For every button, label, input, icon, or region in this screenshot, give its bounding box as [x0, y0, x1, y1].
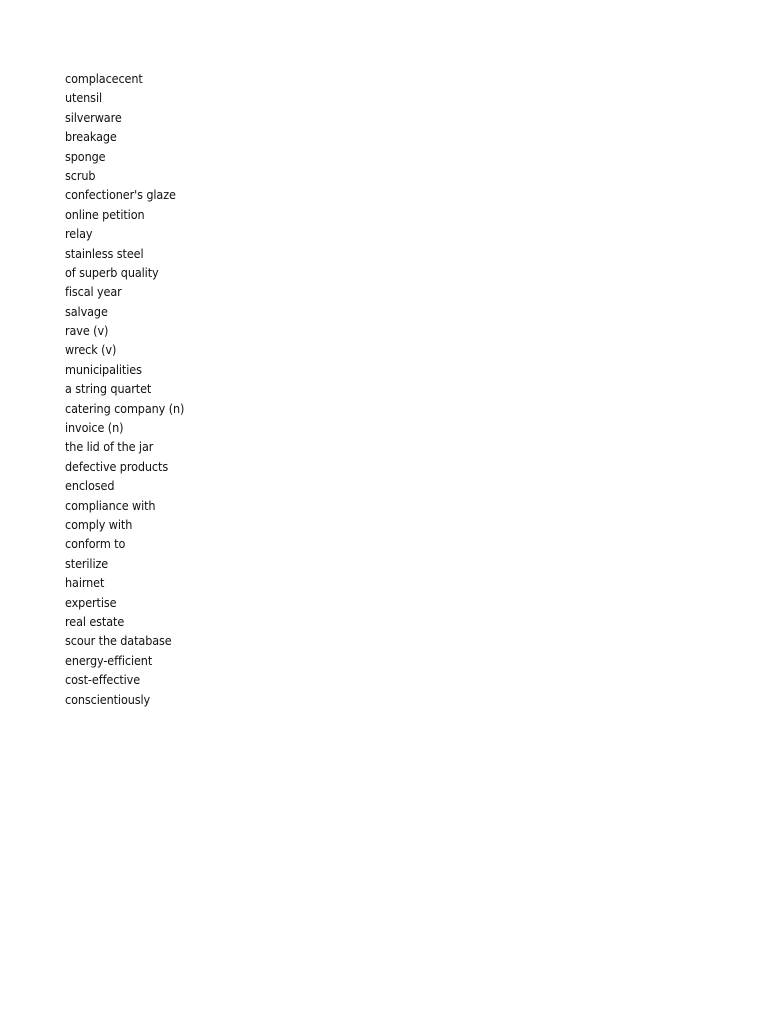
vocabulary-item: cost-effective: [65, 672, 141, 688]
vocabulary-item: enclosed: [65, 478, 115, 494]
vocabulary-item: sterilize: [65, 555, 109, 571]
vocabulary-item: online petition: [65, 206, 145, 222]
vocabulary-item: scour the database: [65, 633, 172, 649]
vocabulary-item: defective products: [65, 458, 169, 474]
vocabulary-item: utensil: [65, 90, 102, 106]
vocabulary-item: rave (v): [65, 323, 109, 339]
vocabulary-item: salvage: [65, 303, 108, 319]
vocabulary-item: catering company (n): [65, 400, 185, 416]
vocabulary-item: conscientiously: [65, 691, 151, 707]
vocabulary-item: complacecent: [65, 71, 143, 86]
vocabulary-item: silverware: [65, 109, 122, 125]
vocabulary-item: wreck (v): [65, 342, 117, 358]
vocabulary-item: the lid of the jar: [65, 439, 154, 455]
vocabulary-item: comply with: [65, 516, 133, 532]
vocabulary-item: of superb quality: [65, 264, 159, 280]
vocabulary-item: compliance with: [65, 497, 156, 513]
vocabulary-item: relay: [65, 226, 93, 242]
vocabulary-item: breakage: [65, 129, 117, 145]
vocabulary-item: fiscal year: [65, 284, 122, 300]
vocabulary-item: scrub: [65, 167, 96, 183]
vocabulary-item: real estate: [65, 613, 125, 629]
vocabulary-item: a string quartet: [65, 381, 152, 397]
vocabulary-item: expertise: [65, 594, 117, 610]
vocabulary-item: energy-efficient: [65, 652, 153, 668]
vocabulary-item: conform to: [65, 536, 126, 552]
vocabulary-item: stainless steel: [65, 245, 144, 261]
vocabulary-item: municipalities: [65, 361, 142, 377]
vocabulary-item: hairnet: [65, 575, 105, 591]
vocabulary-item: invoice (n): [65, 420, 124, 436]
vocabulary-list: [65, 69, 184, 709]
vocabulary-item: sponge: [65, 148, 106, 164]
vocabulary-item: confectioner's glaze: [65, 187, 176, 203]
